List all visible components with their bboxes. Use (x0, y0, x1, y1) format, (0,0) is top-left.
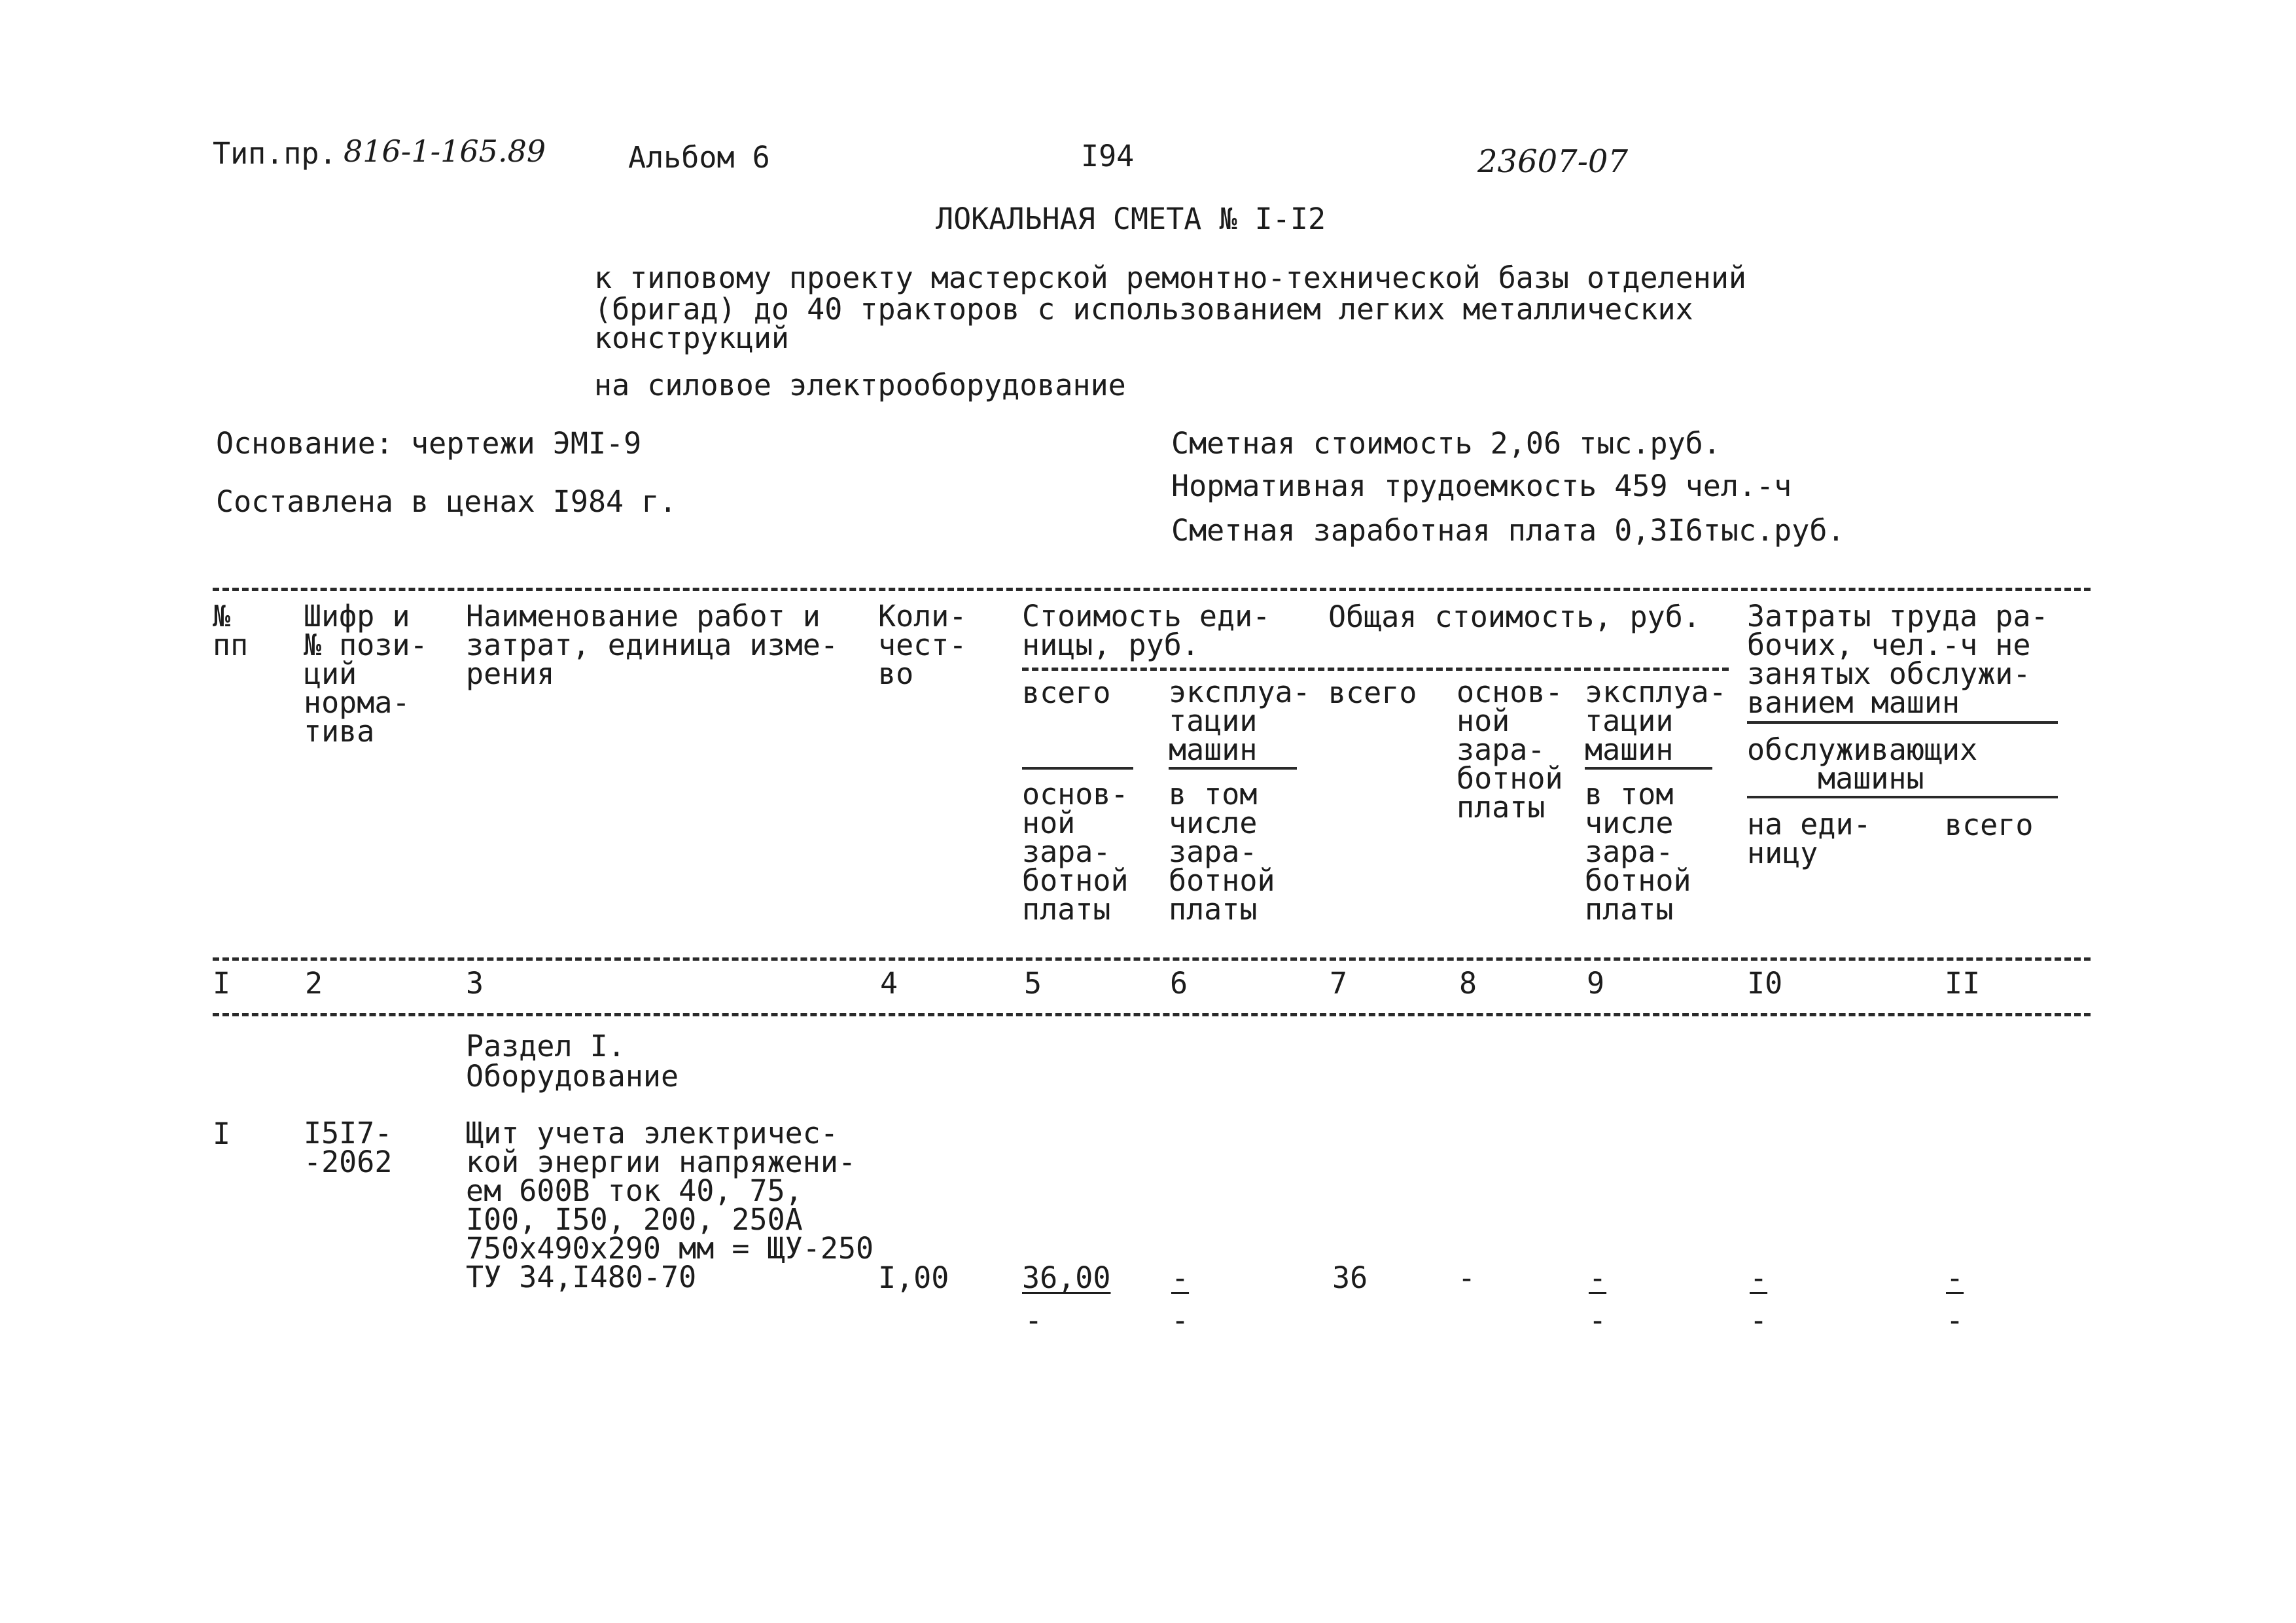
estimated-cost-text: Сметная стоимость 2,06 тыс.руб. (1171, 426, 1721, 461)
header-col-4: Коли- чест- во (878, 599, 967, 691)
header-col-9-top: эксплуа- тации машин (1585, 675, 1727, 767)
tip-number: 816-1-165.89 (344, 134, 546, 169)
row-sub-labor-total: - (1946, 1303, 1964, 1338)
header-col-1: № пп (213, 599, 249, 662)
header-serving-machines: обслуживающих машины (1747, 732, 1978, 796)
row-sub-total-machine: - (1589, 1303, 1607, 1338)
table-top-rule (213, 588, 2091, 591)
header-col-9-bottom: в том числе зара- ботной платы (1585, 777, 1691, 927)
subtitle-line-1: к типовому проекту мастерской ремонтно-технической базы отделений (594, 260, 1746, 295)
header-bottom-rule (213, 957, 2091, 961)
column-number-6: 6 (1170, 966, 1188, 1001)
row-unit-total: 36,00 (1022, 1260, 1111, 1295)
header-col-11: всего (1945, 808, 2034, 842)
c9-underline (1585, 767, 1712, 770)
album-label: Альбом 6 (628, 140, 770, 175)
row-sub-unit-base: - (1025, 1303, 1043, 1338)
labor-rule (1747, 721, 2058, 724)
row-unit-machine: - (1171, 1260, 1190, 1295)
row-code: I5I7- -2062 (304, 1116, 393, 1179)
subtitle-line-3: конструкций (594, 321, 790, 355)
document-title: ЛОКАЛЬНАЯ СМЕТА № I-I2 (936, 202, 1326, 236)
header-col-6-top: эксплуа- тации машин (1169, 675, 1311, 767)
column-number-3: 3 (466, 966, 484, 1001)
header-labor: Затраты труда ра- бочих, чел.-ч не занятых обслужи- ванием машин (1747, 599, 2049, 720)
column-number-5: 5 (1024, 966, 1042, 1001)
header-col-5-top: всего (1022, 675, 1111, 710)
column-number-2: 2 (305, 966, 323, 1001)
subtitle-scope: на силовое электрооборудование (594, 368, 1126, 402)
serving-rule (1747, 796, 2058, 798)
subtitle-line-2: (бригад) до 40 тракторов с использованием легких металлических (594, 292, 1693, 327)
header-col-7: всего (1328, 675, 1417, 710)
price-level-text: Составлена в ценах I984 г. (216, 484, 677, 519)
tip-prefix: Тип.пр. (213, 136, 337, 171)
labor-intensity-text: Нормативная трудоемкость 459 чел.-ч (1171, 469, 1792, 503)
column-number-rule (213, 1013, 2091, 1016)
header-col-6-bottom: в том числе зара- ботной платы (1169, 777, 1275, 927)
c6-underline (1169, 767, 1297, 770)
row-quantity: I,00 (878, 1260, 949, 1295)
header-col-8: основ- ной зара- ботной платы (1457, 675, 1563, 825)
row-sub-labor-per-unit: - (1750, 1303, 1768, 1338)
basis-text: Основание: чертежи ЭМI-9 (216, 426, 642, 461)
column-number-11: II (1945, 966, 1981, 1001)
row-labor-per-unit: - (1750, 1260, 1768, 1295)
unit-cost-rule (1022, 668, 1729, 671)
column-number-8: 8 (1459, 966, 1477, 1001)
estimated-salary-text: Сметная заработная плата 0,3I6тыс.руб. (1171, 513, 1845, 548)
column-number-10: I0 (1747, 966, 1783, 1001)
header-col-3: Наименование работ и затрат, единица изме- рения (466, 599, 838, 691)
row-labor-total: - (1946, 1260, 1964, 1295)
header-col-2: Шифр и № пози- ций норма- тива (304, 599, 428, 749)
c5-divider (1022, 767, 1133, 770)
column-number-4: 4 (880, 966, 898, 1001)
header-unit-cost: Стоимость еди- ницы, руб. (1022, 599, 1271, 662)
column-number-9: 9 (1587, 966, 1605, 1001)
column-number-1: I (213, 966, 231, 1001)
page-number: I94 (1081, 139, 1135, 173)
section-heading: Раздел I. Оборудование (466, 1029, 679, 1094)
row-total: 36 (1332, 1260, 1368, 1295)
row-total-machine: - (1589, 1260, 1607, 1295)
row-sub-unit-machine: - (1171, 1303, 1190, 1338)
row-total-base-salary: - (1458, 1260, 1476, 1295)
column-number-7: 7 (1330, 966, 1348, 1001)
header-col-5-bottom: основ- ной зара- ботной платы (1022, 777, 1129, 927)
row-number: I (213, 1116, 231, 1151)
row-name: Щит учета электричес- кой энергии напряжени- ем 600В ток 40, 75, I00, I50, 200, 250А 750х490х290 мм = ЩУ-250 ТУ 34,I480-70 (466, 1116, 874, 1294)
document-code: 23607-07 (1477, 143, 1628, 180)
header-col-10: на еди- ницу (1747, 807, 1871, 870)
header-total-cost: Общая стоимость, руб. (1328, 599, 1701, 634)
